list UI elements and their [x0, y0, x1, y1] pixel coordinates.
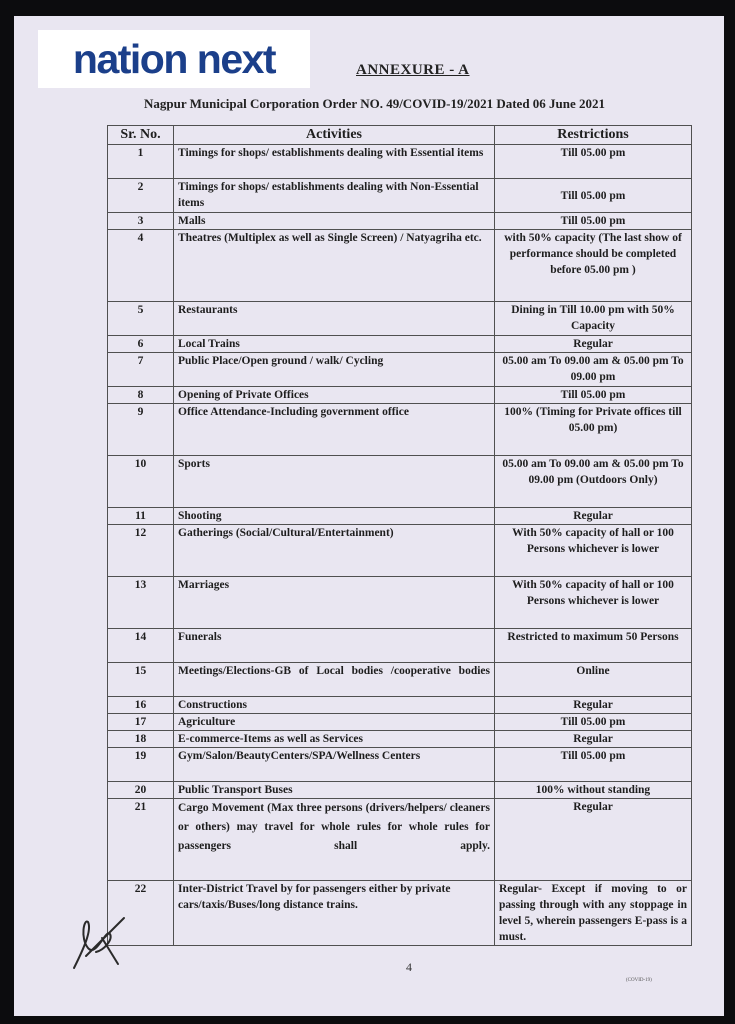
row-number: 9: [108, 404, 174, 456]
row-activity: Cargo Movement (Max three persons (drivers/helpers/ cleaners or others) may travel for whole rules for whole rules for passengers shall apply.: [174, 799, 495, 881]
row-activity: E-commerce-Items as well as Services: [174, 731, 495, 748]
table-row: [108, 714, 692, 731]
row-activity: Office Attendance-Including government office: [174, 404, 495, 456]
row-restriction: Restricted to maximum 50 Persons: [495, 629, 692, 663]
table-row: [108, 213, 692, 230]
table-header-row: [108, 126, 692, 145]
row-restriction: Regular: [495, 697, 692, 714]
row-activity: Public Transport Buses: [174, 782, 495, 799]
restrictions-table: [107, 125, 692, 946]
document-page: [14, 16, 724, 1016]
row-number: 12: [108, 525, 174, 577]
row-activity: Meetings/Elections-GB of Local bodies /cooperative bodies: [174, 663, 495, 697]
table-row: [108, 663, 692, 697]
row-number: 15: [108, 663, 174, 697]
row-number: 14: [108, 629, 174, 663]
row-number: 17: [108, 714, 174, 731]
table-row: [108, 799, 692, 881]
row-number: 6: [108, 336, 174, 353]
row-activity: Gym/Salon/BeautyCenters/SPA/Wellness Centers: [174, 748, 495, 782]
row-restriction: With 50% capacity of hall or 100 Persons whichever is lower: [495, 525, 692, 577]
table-row: [108, 179, 692, 213]
row-activity: Funerals: [174, 629, 495, 663]
row-activity: Public Place/Open ground / walk/ Cycling: [174, 353, 495, 387]
row-activity: Marriages: [174, 577, 495, 629]
table-row: [108, 748, 692, 782]
row-number: 21: [108, 799, 174, 881]
row-restriction: Till 05.00 pm: [495, 213, 692, 230]
row-activity: Gatherings (Social/Cultural/Entertainment): [174, 525, 495, 577]
row-number: 7: [108, 353, 174, 387]
row-restriction: with 50% capacity (The last show of performance should be completed before 05.00 pm ): [495, 230, 692, 302]
table-row: [108, 404, 692, 456]
row-number: 8: [108, 387, 174, 404]
row-number: 11: [108, 508, 174, 525]
row-activity: Opening of Private Offices: [174, 387, 495, 404]
row-restriction: Regular: [495, 508, 692, 525]
row-number: 4: [108, 230, 174, 302]
row-number: 10: [108, 456, 174, 508]
order-line: Nagpur Municipal Corporation Order NO. 49/COVID-19/2021 Dated 06 June 2021: [144, 96, 606, 111]
handwritten-signature-icon: [66, 908, 136, 978]
table-row: [108, 302, 692, 336]
row-restriction: Regular: [495, 336, 692, 353]
row-restriction: Till 05.00 pm: [495, 145, 692, 179]
row-restriction: Till 05.00 pm: [495, 179, 692, 213]
table-row: [108, 697, 692, 714]
row-restriction: 05.00 am To 09.00 am & 05.00 pm To 09.00 pm: [495, 353, 692, 387]
table-row: [108, 145, 692, 179]
row-activity: Inter-District Travel by for passengers either by private cars/taxis/Buses/long distance trains.: [174, 881, 495, 946]
row-restriction: Till 05.00 pm: [495, 748, 692, 782]
row-activity: Timings for shops/ establishments dealing with Non-Essential items: [174, 179, 495, 213]
table-row: [108, 782, 692, 799]
row-restriction: 100% without standing: [495, 782, 692, 799]
table-row: [108, 525, 692, 577]
row-restriction: 05.00 am To 09.00 am & 05.00 pm To 09.00 pm (Outdoors Only): [495, 456, 692, 508]
table-row: [108, 387, 692, 404]
header-sr-no: Sr. No.: [108, 126, 174, 145]
row-activity: Shooting: [174, 508, 495, 525]
row-number: 2: [108, 179, 174, 213]
table-row: [108, 881, 692, 946]
row-restriction: Regular: [495, 799, 692, 881]
row-restriction: Till 05.00 pm: [495, 387, 692, 404]
table-row: [108, 230, 692, 302]
row-number: 5: [108, 302, 174, 336]
row-activity: Timings for shops/ establishments dealing with Essential items: [174, 145, 495, 179]
row-number: 1: [108, 145, 174, 179]
row-activity: Local Trains: [174, 336, 495, 353]
row-activity: Agriculture: [174, 714, 495, 731]
table-row: [108, 508, 692, 525]
table-row: [108, 353, 692, 387]
row-restriction: Regular: [495, 731, 692, 748]
row-number: 20: [108, 782, 174, 799]
row-restriction: With 50% capacity of hall or 100 Persons whichever is lower: [495, 577, 692, 629]
row-activity: Sports: [174, 456, 495, 508]
annexure-title: ANNEXURE - A: [356, 62, 470, 78]
row-number: 22: [108, 881, 174, 946]
header-restrictions: Restrictions: [495, 126, 692, 145]
table-row: [108, 336, 692, 353]
table-row: [108, 629, 692, 663]
nation-next-logo: [38, 30, 310, 88]
row-number: 18: [108, 731, 174, 748]
row-activity: Malls: [174, 213, 495, 230]
row-number: 13: [108, 577, 174, 629]
row-number: 3: [108, 213, 174, 230]
row-restriction: Regular- Except if moving to or passing through with any stoppage in level 5, wherein passengers E-pass is a must.: [495, 881, 692, 946]
table-row: [108, 456, 692, 508]
row-restriction: 100% (Timing for Private offices till 05.00 pm): [495, 404, 692, 456]
header-activities: Activities: [174, 126, 495, 145]
row-restriction: Online: [495, 663, 692, 697]
row-restriction: Till 05.00 pm: [495, 714, 692, 731]
footer-reference: (COVID-19): [626, 978, 652, 983]
row-activity: Theatres (Multiplex as well as Single Screen) / Natyagriha etc.: [174, 230, 495, 302]
row-number: 16: [108, 697, 174, 714]
table-row: [108, 731, 692, 748]
row-activity: Constructions: [174, 697, 495, 714]
logo-text: nation next: [72, 35, 276, 82]
table-row: [108, 577, 692, 629]
row-number: 19: [108, 748, 174, 782]
page-number: 4: [406, 960, 412, 974]
row-restriction: Dining in Till 10.00 pm with 50% Capacity: [495, 302, 692, 336]
row-activity: Restaurants: [174, 302, 495, 336]
